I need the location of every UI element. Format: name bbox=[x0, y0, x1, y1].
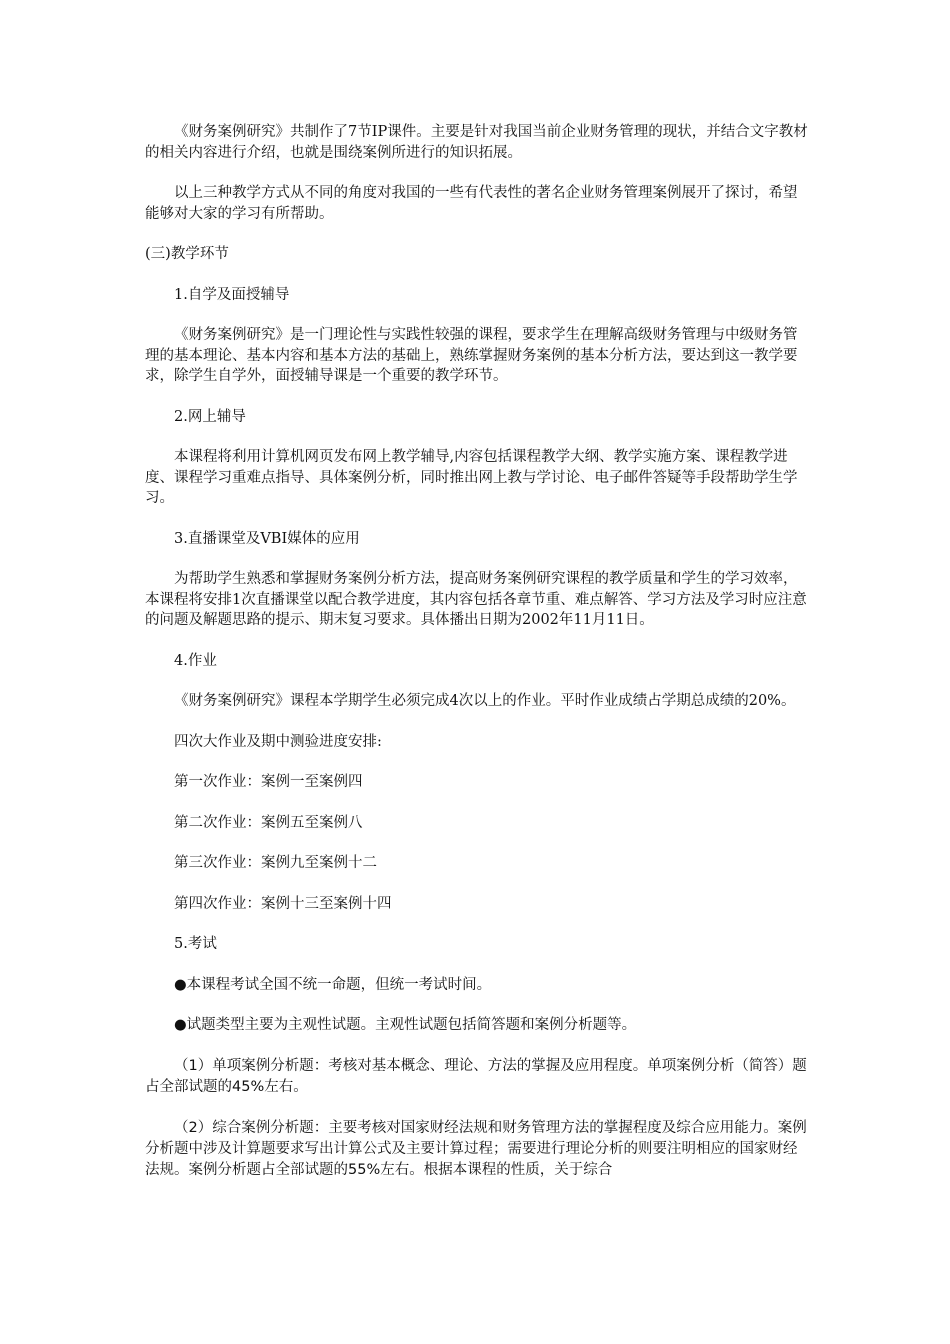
exam-bullet-schedule: ●本课程考试全国不统一命题，但统一考试时间。 bbox=[174, 976, 492, 993]
exam-single-case-analysis: （1）单项案例分析题：考核对基本概念、理论、方法的掌握及应用程度。单项案例分析（简答）题占全部试题的45%左右。 bbox=[145, 1058, 807, 1095]
homework-item-4: 第四次作业：案例十三至案例十四 bbox=[174, 895, 392, 912]
heading-self-study: 1.自学及面授辅导 bbox=[174, 286, 290, 303]
homework-item-3: 第三次作业：案例九至案例十二 bbox=[174, 855, 377, 871]
homework-item-2: 第二次作业：案例五至案例八 bbox=[174, 814, 363, 831]
document-body bbox=[145, 122, 810, 1181]
heading-homework: 4.作业 bbox=[174, 652, 217, 669]
section-heading-teaching-stages: (三)教学环节 bbox=[145, 246, 229, 262]
heading-online-tutoring: 2.网上辅导 bbox=[174, 408, 246, 425]
paragraph-ip-courseware: 《财务案例研究》共制作了7节IP课件。主要是针对我国当前企业财务管理的现状，并结合文字教材的相关内容进行介绍，也就是围绕案例所进行的知识拓展。 bbox=[145, 124, 808, 161]
exam-comprehensive-case-analysis: （2）综合案例分析题：主要考核对国家财经法规和财务管理方法的掌握程度及综合应用能力。案例分析题中涉及计算题要求写出计算公式及主要计算过程；需要进行理论分析的则要注明相应的国家财经法规。案例分析题占全部试题的55%左右。根据本课程的性质，关于综合 bbox=[145, 1120, 807, 1178]
paragraph-self-study: 《财务案例研究》是一门理论性与实践性较强的课程，要求学生在理解高级财务管理与中级财务管理的基本理论、基本内容和基本方法的基础上，熟练掌握财务案例的基本分析方法，要达到这一教学要求，除学生自学外，面授辅导课是一个重要的教学环节。 bbox=[145, 327, 798, 384]
exam-bullet-question-types: ●试题类型主要为主观性试题。主观性试题包括简答题和案例分析题等。 bbox=[174, 1017, 637, 1033]
paragraph-homework: 《财务案例研究》课程本学期学生必须完成4次以上的作业。平时作业成绩占学期总成绩的20%。 bbox=[174, 693, 796, 709]
paragraph-online-tutoring: 本课程将利用计算机网页发布网上教学辅导,内容包括课程教学大纲、教学实施方案、课程教学进度、课程学习重难点指导、具体案例分析，同时推出网上教与学讨论、电子邮件答疑等手段帮助学生学习。 bbox=[145, 449, 798, 506]
paragraph-live-classroom: 为帮助学生熟悉和掌握财务案例分析方法，提高财务案例研究课程的教学质量和学生的学习效率，本课程将安排1次直播课堂以配合教学进度，其内容包括各章节重、难点解答、学习方法及学习时应注意的问题及解题思路的提示、期末复习要求。具体播出日期为2002年11月11日。 bbox=[145, 571, 807, 628]
homework-item-1: 第一次作业：案例一至案例四 bbox=[174, 774, 363, 790]
paragraph-teaching-methods-summary: 以上三种教学方式从不同的角度对我国的一些有代表性的著名企业财务管理案例展开了探讨，希望能够对大家的学习有所帮助。 bbox=[145, 185, 798, 222]
homework-schedule-intro: 四次大作业及期中测验进度安排: bbox=[174, 733, 382, 750]
heading-live-classroom: 3.直播课堂及VBI媒体的应用 bbox=[174, 530, 360, 547]
heading-exam: 5.考试 bbox=[174, 936, 217, 952]
